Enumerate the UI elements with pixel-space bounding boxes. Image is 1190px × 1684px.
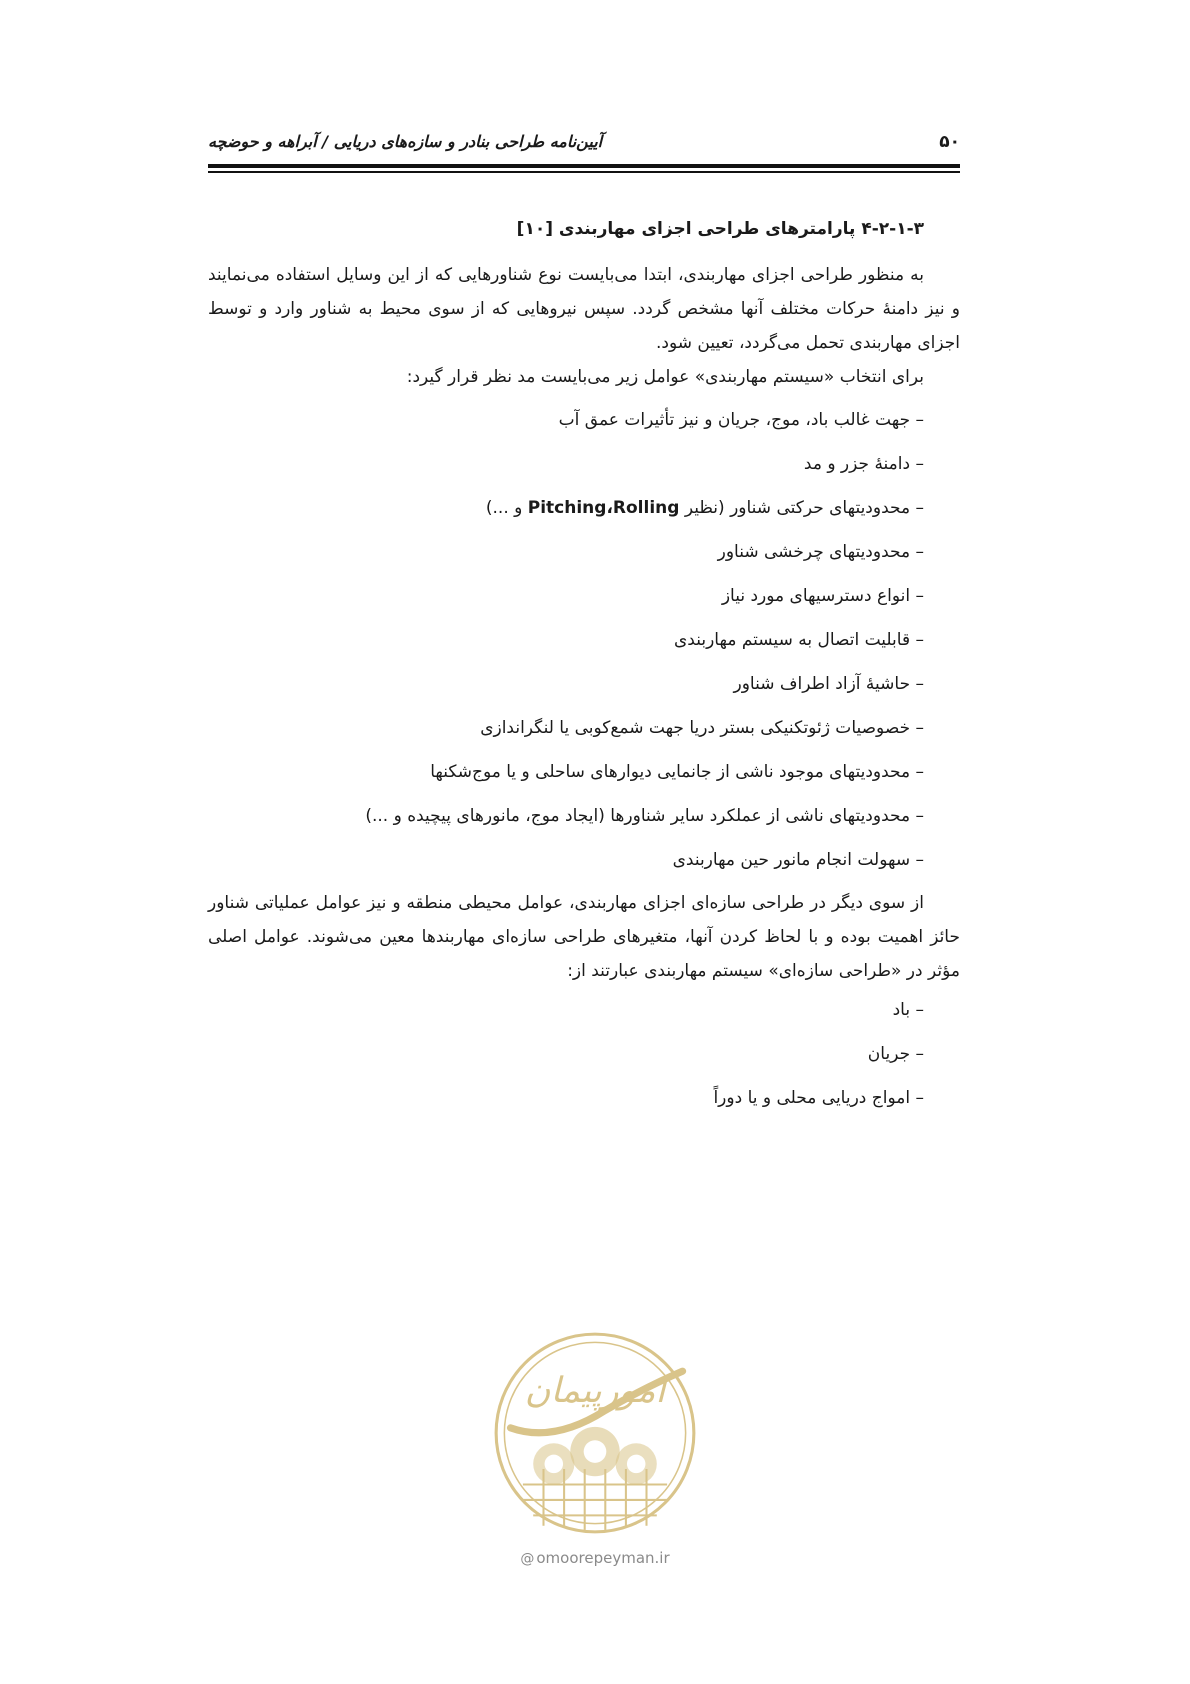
motion-item-suffix: و ...) [485,498,528,518]
list-item: – انواع دسترسیهای مورد نیاز [721,586,924,606]
list-item: – محدودیتهای چرخشی شناور [717,542,924,562]
watermark-site-text: omoorepeyman.ir [536,1549,670,1567]
list-item: – محدودیتهای موجود ناشی از جانمایی دیوارهای ساحلی و یا موج‌شکنها [430,762,924,782]
list-item: – خصوصیات ژئوتکنیکی بستر دریا جهت شمع‌کوبی یا لنگراندازی [480,718,924,738]
intro-paragraph: به منظور طراحی اجزای مهاربندی، ابتدا می‌بایست نوع شناورهایی که از این وسایل استفاده می‌نمایند و نیز دامنهٔ حرکات مختلف آنها مشخص گردد. سپس نیروهایی که از سوی محیط به شناور وارد و توسط اجزای مهاربندی تحمل می‌گردد، تعیین شود. [208,265,960,353]
motion-item-prefix: – محدودیتهای حرکتی شناور (نظیر [679,498,924,518]
watermark-logo [492,1330,698,1536]
section-heading: ۴-۲-۱-۳ پارامترهای طراحی اجزای مهاربندی [۱۰] [516,219,924,239]
selection-lead: برای انتخاب «سیستم مهاربندی» عوامل زیر می‌بایست مد نظر قرار گیرد: [406,367,924,387]
page-number: ۵۰ [939,132,960,152]
watermark-site [480,1549,710,1567]
list-item: – جریان [867,1044,924,1064]
list-item: – باد [892,1000,924,1020]
motion-item-latin: Pitching،Rolling [527,498,680,518]
list-item: – دامنهٔ جزر و مد [803,454,924,474]
list-item: – قابلیت اتصال به سیستم مهاربندی [674,630,924,650]
page-content [208,212,960,1120]
watermark-logo-text: امورپیمان [524,1370,666,1412]
list-item: – جهت غالب باد، موج، جریان و نیز تأثیرات عمق آب [558,410,924,430]
running-title: آیین‌نامه طراحی بنادر و سازه‌های دریایی / آبراهه و حوضچه [208,132,603,151]
structural-factors-list [208,988,960,1120]
list-item: – حاشیهٔ آزاد اطراف شناور [733,674,924,694]
at-icon: @ [520,1551,535,1567]
page-header [208,128,960,158]
list-item [208,486,924,530]
list-item: – سهولت انجام مانور حین مهاربندی [672,850,924,870]
header-rule-thin [208,171,960,173]
selection-criteria-list [208,398,960,882]
structural-paragraph: از سوی دیگر در طراحی سازه‌ای اجزای مهاربندی، عوامل محیطی منطقه و نیز عوامل عملیاتی شناور حائز اهمیت بوده و با لحاظ کردن آنها، متغیرهای طراحی سازه‌ای مهاربندها معین می‌شوند. عوامل اصلی مؤثر در «طراحی سازه‌ای» سیستم مهاربندی عبارتند از: [208,893,960,981]
list-item: – محدودیتهای ناشی از عملکرد سایر شناورها (ایجاد موج، مانورهای پیچیده و ...) [365,806,924,826]
list-item: – امواج دریایی محلی و یا دوراً [713,1088,924,1108]
header-rule-thick [208,164,960,168]
